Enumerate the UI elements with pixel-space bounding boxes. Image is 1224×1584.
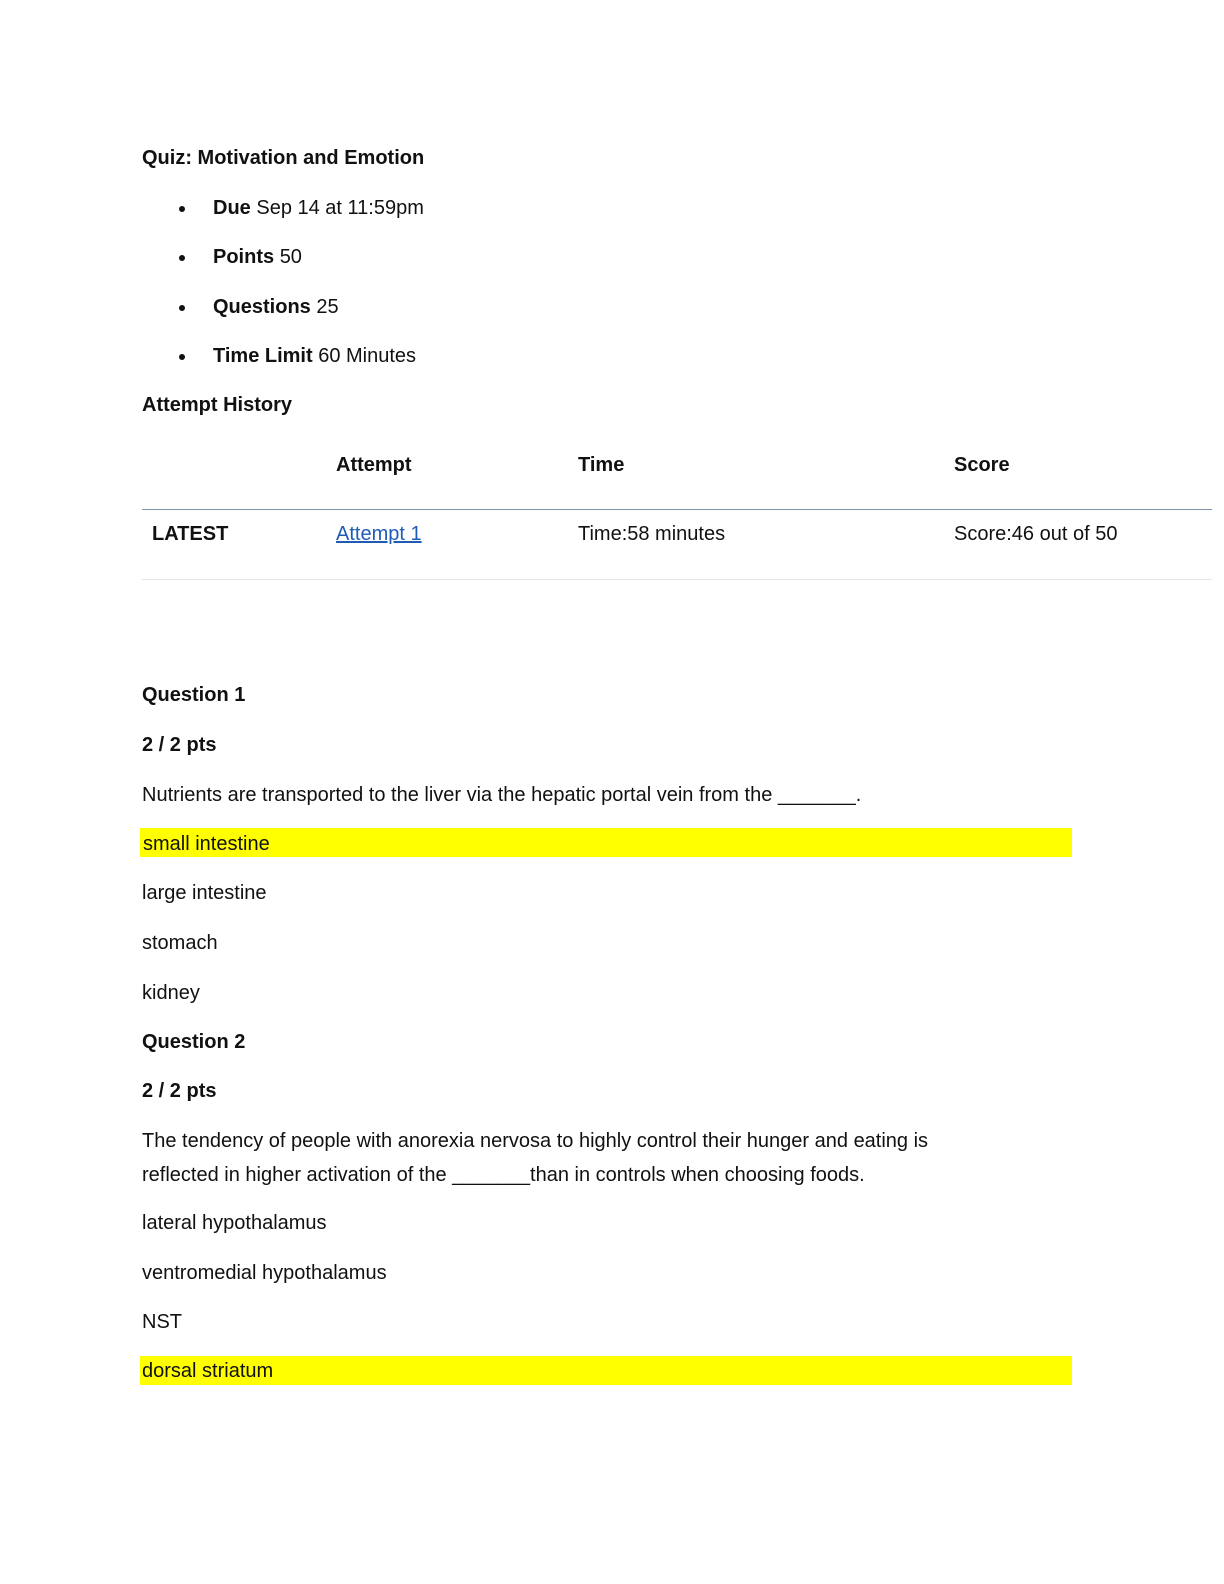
table-row-divider [142,579,1212,580]
attempt-history-heading: Attempt History [142,394,293,416]
question-title: Question 2 [142,1031,246,1053]
bullet-icon [179,354,185,360]
bullet-icon [179,255,185,261]
bullet-icon [179,305,185,311]
column-header-attempt: Attempt [336,454,412,476]
answer-highlight [140,1356,1072,1385]
answer-option: NST [142,1311,182,1333]
attempt-1-link[interactable]: Attempt 1 [336,523,422,545]
detail-points: Points 50 [213,246,302,268]
column-header-time: Time [578,454,625,476]
question-points: 2 / 2 pts [142,734,217,756]
question-title: Question 1 [142,684,246,706]
latest-label: LATEST [152,523,229,545]
answer-highlight [140,828,1072,857]
attempt-score: Score:46 out of 50 [954,523,1118,545]
question-text-line-2: reflected in higher activation of the _______than in controls when choosing foods. [142,1164,865,1186]
answer-option: large intestine [142,882,267,904]
column-header-score: Score [954,454,1010,476]
answer-option: lateral hypothalamus [142,1212,327,1234]
question-points: 2 / 2 pts [142,1080,217,1102]
bullet-icon [179,206,185,212]
answer-option: dorsal striatum [142,1360,274,1382]
answer-option: ventromedial hypothalamus [142,1262,387,1284]
detail-questions: Questions 25 [213,296,339,318]
detail-time-limit: Time Limit 60 Minutes [213,345,417,367]
answer-option: stomach [142,932,218,954]
table-header-divider [142,509,1212,510]
detail-due: Due Sep 14 at 11:59pm [213,197,424,219]
answer-option: kidney [142,982,200,1004]
question-text-line-1: The tendency of people with anorexia nervosa to highly control their hunger and eating is [142,1130,929,1152]
question-text: Nutrients are transported to the liver via the hepatic portal vein from the _______. [142,784,862,806]
answer-option: small intestine [143,833,270,855]
attempt-time: Time:58 minutes [578,523,726,545]
quiz-title: Quiz: Motivation and Emotion [142,147,425,169]
